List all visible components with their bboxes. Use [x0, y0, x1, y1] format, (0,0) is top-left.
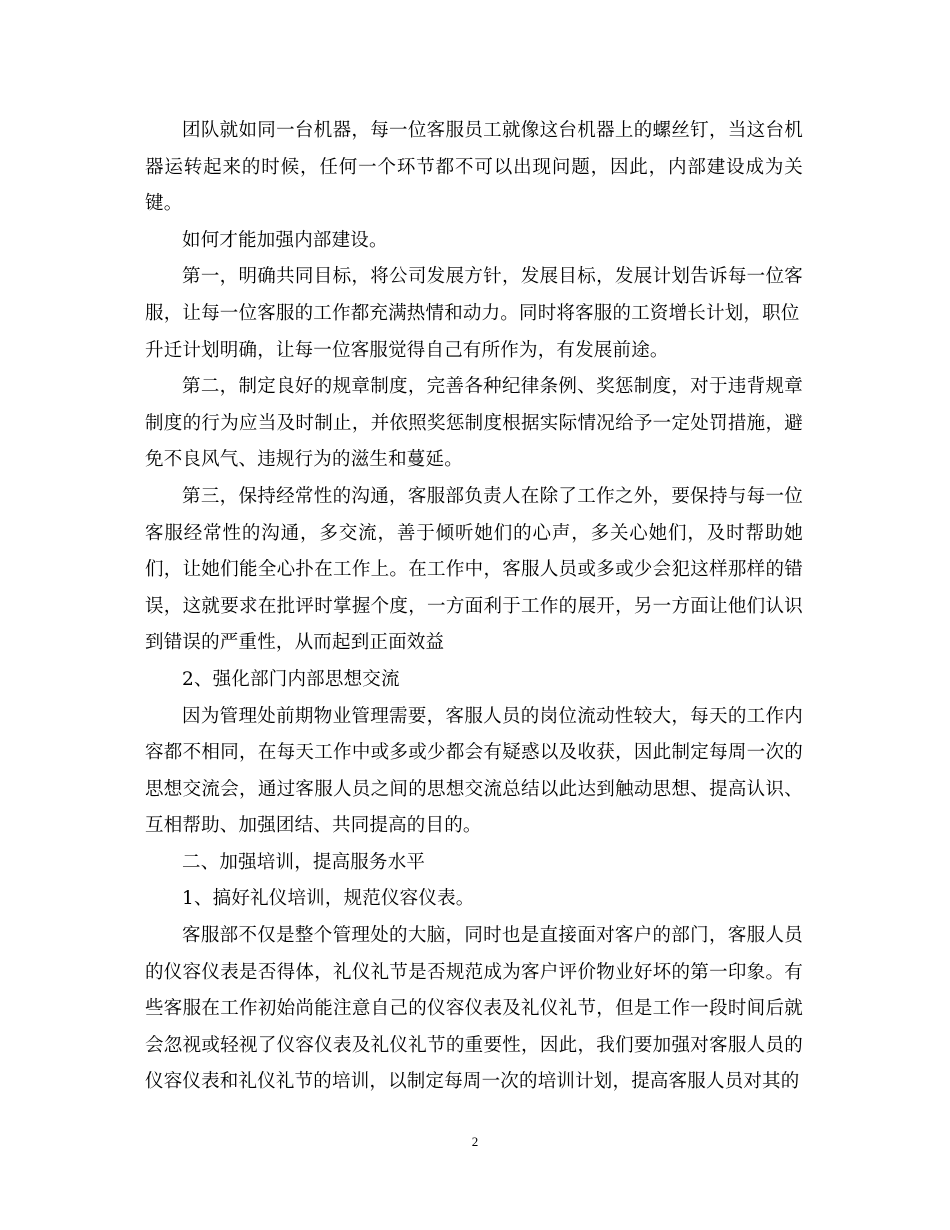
- paragraph-promotion-plan: 升迁计划明确，让每一位客服觉得自己有所作为，有发展前途。: [145, 339, 669, 361]
- heading-etiquette-training: 1、搞好礼仪培训，规范仪容仪表。: [182, 888, 475, 910]
- document-body: [145, 113, 803, 1101]
- heading-internal-exchange: 2、强化部门内部思想交流: [182, 668, 400, 690]
- paragraph-first-goal: 第一，明确共同目标，将公司发展方针，发展目标，发展计划告诉每一位客服，让每一位客服的工作都充满热情和动力。同时将客服的工资增长计划，职位: [145, 266, 803, 324]
- paragraph-etiquette: 客服部不仅是整个管理处的大脑，同时也是直接面对客户的部门，客服人员的仪容仪表是否得体，礼仪礼节是否规范成为客户评价物业好坏的第一印象。有些客服在工作初始尚能注意自己的仪容仪表及礼仪礼节，但是工作一段时间后就会忽视或轻视了仪容仪表及礼仪礼节的重要性，因此，我们要加强对客服人员的仪容仪表和礼仪礼节的培训，以制定每周一次的培训计划，提高客服人员对其的: [145, 925, 803, 1093]
- paragraph-exchange-meeting: 因为管理处前期物业管理需要，客服人员的岗位流动性较大，每天的工作内容都不相同，在每天工作中或多或少都会有疑惑以及收获，因此制定每周一次的思想交流会，通过客服人员之间的思想交流总结以此达到触动思想、提高认识、互相帮助、加强团结、共同提高的目的。: [145, 705, 803, 837]
- paragraph-second-rules: 第二，制定良好的规章制度，完善各种纪律条例、奖惩制度，对于违背规章制度的行为应当及时制止，并依照奖惩制度根据实际情况给予一定处罚措施，避免不良风气、违规行为的滋生和蔓延。: [145, 376, 803, 471]
- paragraph-team-machine: 团队就如同一台机器，每一位客服员工就像这台机器上的螺丝钉，当这台机器运转起来的时候，任何一个环节都不可以出现问题，因此，内部建设成为关键。: [145, 120, 803, 215]
- page-number: 2: [471, 1134, 479, 1149]
- paragraph-how-strengthen: 如何才能加强内部建设。: [182, 229, 388, 251]
- heading-training: 二、加强培训，提高服务水平: [182, 851, 426, 873]
- paragraph-third-communication: 第三，保持经常性的沟通，客服部负责人在除了工作之外，要保持与每一位客服经常性的沟通，多交流，善于倾听她们的心声，多关心她们，及时帮助她们，让她们能全心扑在工作上。在工作中，客服人员或多或少会犯这样那样的错误，这就要求在批评时掌握个度，一方面利于工作的展开，另一方面让他们认识到错误的严重性，从而起到正面效益: [145, 485, 803, 654]
